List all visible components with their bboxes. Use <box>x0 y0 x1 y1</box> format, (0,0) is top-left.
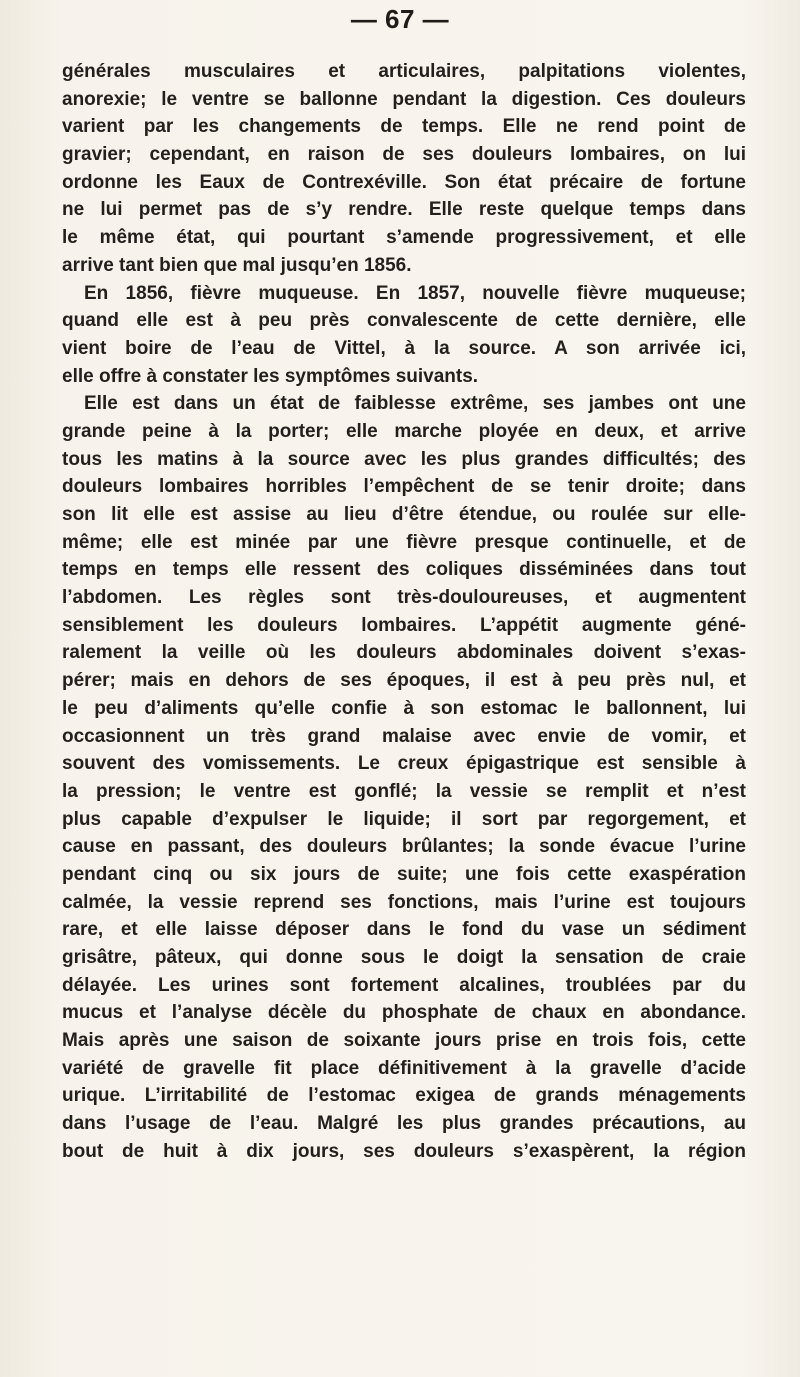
text-line: grisâtre, pâteux, qui donne sous le doigt la sensation de craie <box>62 947 746 968</box>
text-line: Mais après une saison de soixante jours prise en trois fois, cette <box>62 1030 746 1052</box>
text-line: cause en passant, des douleurs brûlantes; la sonde évacue l’urine <box>62 836 746 858</box>
text-line: ordonne les Eaux de Contrexéville. Son état précaire de fortune <box>62 171 746 193</box>
text-line: bout de huit à dix jours, ses douleurs s’exaspèrent, la région <box>62 1140 746 1162</box>
text-line: plus capable d’expulser le liquide; il sort par regorgement, et <box>62 808 746 830</box>
text-line: pérer; mais en dehors de ses époques, il est à peu près nul, et <box>62 670 746 692</box>
text-line: délayée. Les urines sont fortement alcalines, troublées par du <box>62 974 746 996</box>
text-line: tous les matins à la source avec les plus grandes difficultés; des <box>62 448 746 470</box>
text-line: anorexie; le ventre se ballonne pendant la digestion. Ces douleurs <box>62 88 746 110</box>
text-line: calmée, la vessie reprend ses fonctions, mais l’urine est toujours <box>62 891 746 913</box>
text-line: Elle est dans un état de faiblesse extrême, ses jambes ont une <box>84 393 746 415</box>
text-line: quand elle est à peu près convalescente de cette dernière, elle <box>62 310 746 332</box>
text-line: même; elle est minée par une fièvre presque continuelle, et de <box>62 531 746 553</box>
text-line: sensiblement les douleurs lombaires. L’appétit augmente géné- <box>62 614 746 636</box>
body-text <box>62 58 746 1166</box>
text-line: l’abdomen. Les règles sont très-douloureuses, et augmentent <box>62 587 746 609</box>
text-line: variété de gravelle fit place définitivement à la gravelle d’acide <box>62 1057 746 1079</box>
text-line: ralement la veille où les douleurs abdominales doivent s’exas- <box>62 642 746 664</box>
text-line: dans l’usage de l’eau. Malgré les plus grandes précautions, au <box>62 1113 746 1135</box>
text-line: temps en temps elle ressent des coliques disséminées dans tout <box>62 559 746 581</box>
text-line: mucus et l’analyse décèle du phosphate de chaux en abondance. <box>62 1002 746 1024</box>
page-number: — 67 — <box>350 4 450 34</box>
text-line: gravier; cependant, en raison de ses douleurs lombaires, on lui <box>62 144 746 166</box>
text-line: son lit elle est assise au lieu d’être étendue, ou roulée sur elle- <box>62 504 746 525</box>
text-line: occasionnent un très grand malaise avec envie de vomir, et <box>62 725 746 747</box>
text-line: varient par les changements de temps. Elle ne rend point de <box>62 116 746 138</box>
text-line: la pression; le ventre est gonflé; la vessie se remplit et n’est <box>62 780 746 802</box>
text-line: arrive tant bien que mal jusqu’en 1856. <box>62 254 412 276</box>
text-line: vient boire de l’eau de Vittel, à la source. A son arrivée ici, <box>62 337 746 359</box>
text-line: elle offre à constater les symptômes suivants. <box>62 365 479 387</box>
text-line: urique. L’irritabilité de l’estomac exigea de grands ménagements <box>62 1085 746 1107</box>
text-line: générales musculaires et articulaires, palpitations violentes, <box>62 61 746 82</box>
text-line: pendant cinq ou six jours de suite; une fois cette exaspération <box>62 863 746 885</box>
text-line: le même état, qui pourtant s’amende progressivement, et elle <box>62 227 746 249</box>
text-line: rare, et elle laisse déposer dans le fond du vase un sédiment <box>62 919 746 941</box>
text-line: le peu d’aliments qu’elle confie à son estomac le ballonnent, lui <box>62 697 746 719</box>
text-line: grande peine à la porter; elle marche ployée en deux, et arrive <box>62 420 746 442</box>
text-line: ne lui permet pas de s’y rendre. Elle reste quelque temps dans <box>62 199 746 221</box>
text-line: douleurs lombaires horribles l’empêchent de se tenir droite; dans <box>62 476 746 498</box>
text-line: souvent des vomissements. Le creux épigastrique est sensible à <box>62 753 746 775</box>
text-line: En 1856, fièvre muqueuse. En 1857, nouvelle fièvre muqueuse; <box>84 282 746 304</box>
